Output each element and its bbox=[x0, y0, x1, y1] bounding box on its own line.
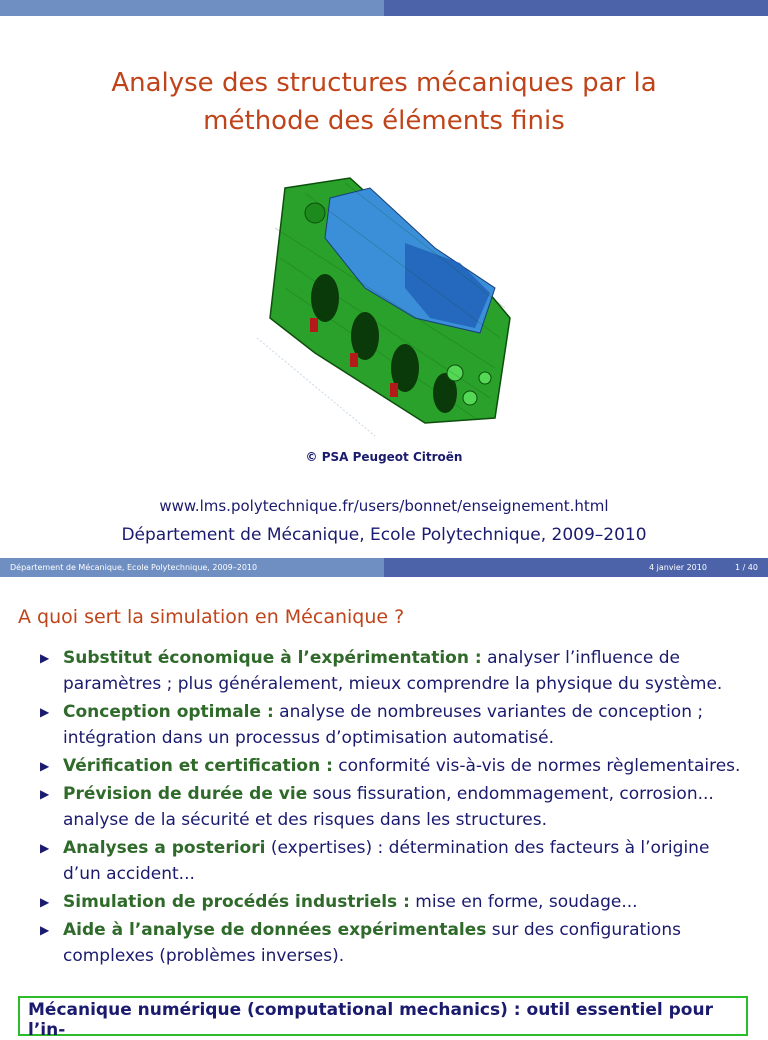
bullet-text: analyse de nombreuses variantes de conception ; intégration dans un processus d’optimisation automatisé. bbox=[63, 702, 704, 748]
department-line: Département de Mécanique, Ecole Polytechnique, 2009–2010 bbox=[121, 525, 647, 545]
list-item bbox=[40, 835, 752, 887]
bullet-keyword: Analyses a posteriori bbox=[63, 838, 266, 858]
list-item bbox=[40, 889, 752, 915]
triangle-bullet-icon: ▶ bbox=[40, 705, 50, 719]
footer-date: 4 janvier 2010 bbox=[649, 563, 707, 572]
top-header-bar bbox=[0, 0, 768, 16]
bullet-text: sur des configurations complexes (problèmes inverses). bbox=[63, 920, 681, 966]
bullet-keyword: Substitut économique à l’expérimentation : bbox=[63, 648, 482, 668]
triangle-bullet-icon: ▶ bbox=[40, 759, 50, 773]
bullet-text: mise en forme, soudage... bbox=[409, 892, 638, 912]
bullet-keyword: Conception optimale : bbox=[63, 702, 274, 722]
triangle-bullet-icon: ▶ bbox=[40, 841, 50, 855]
footer-right bbox=[384, 558, 768, 577]
bullet-list bbox=[40, 645, 752, 971]
footer-department: Département de Mécanique, Ecole Polytechnique, 2009–2010 bbox=[0, 558, 384, 577]
bullet-text: sous fissuration, endommagement, corrosion... analyse de la sécurité et des risques dans les structures. bbox=[63, 784, 714, 830]
slide-2-heading: A quoi sert la simulation en Mécanique ? bbox=[18, 606, 405, 628]
triangle-bullet-icon: ▶ bbox=[40, 923, 50, 937]
top-bar-left bbox=[0, 0, 384, 16]
engine-block-mesh-image bbox=[255, 168, 513, 440]
bullet-keyword: Aide à l’analyse de données expérimentales bbox=[63, 920, 487, 940]
footer-page-number: 1 / 40 bbox=[734, 563, 758, 572]
triangle-bullet-icon: ▶ bbox=[40, 895, 50, 909]
highlight-box: Mécanique numérique (computational mechanics) : outil essentiel pour l’in- bbox=[18, 996, 748, 1036]
fe-mesh-illustration bbox=[255, 168, 513, 440]
bullet-text: analyser l’influence de paramètres ; plus généralement, mieux comprendre la physique du système. bbox=[63, 648, 723, 694]
bullet-keyword: Simulation de procédés industriels : bbox=[63, 892, 410, 912]
bullet-keyword: Vérification et certification : bbox=[63, 756, 333, 776]
list-item bbox=[40, 645, 752, 697]
course-url-link[interactable]: www.lms.polytechnique.fr/users/bonnet/enseignement.html bbox=[159, 497, 609, 515]
slide-title-line-1: Analyse des structures mécaniques par la bbox=[111, 68, 657, 98]
list-item bbox=[40, 917, 752, 969]
triangle-bullet-icon: ▶ bbox=[40, 787, 50, 801]
bullet-text: (expertises) : détermination des facteurs à l’origine d’un accident... bbox=[63, 838, 710, 884]
top-bar-right bbox=[384, 0, 768, 16]
footer-bar bbox=[0, 558, 768, 577]
slide-title-line-2: méthode des éléments finis bbox=[203, 106, 565, 136]
list-item bbox=[40, 753, 752, 779]
list-item bbox=[40, 781, 752, 833]
bullet-keyword: Prévision de durée de vie bbox=[63, 784, 308, 804]
triangle-bullet-icon: ▶ bbox=[40, 651, 50, 665]
image-credit: © PSA Peugeot Citroën bbox=[305, 450, 463, 464]
bullet-text: conformité vis-à-vis de normes règlementaires. bbox=[332, 756, 741, 776]
list-item bbox=[40, 699, 752, 751]
slide-title bbox=[0, 64, 768, 140]
